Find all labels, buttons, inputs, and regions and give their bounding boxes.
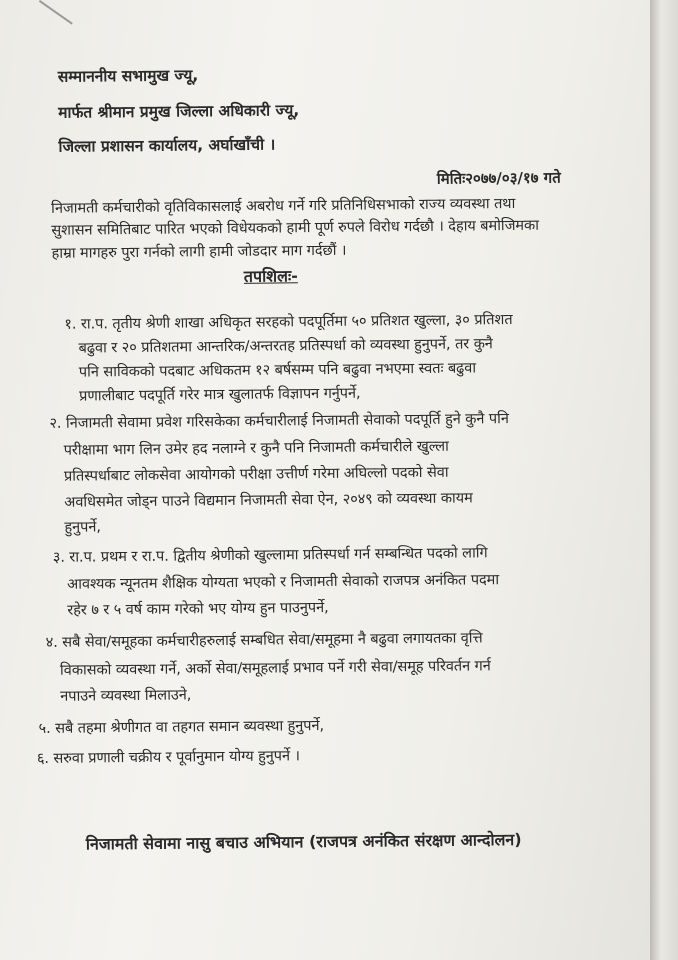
list-heading: तपशिलः- (243, 266, 298, 286)
list-item-1-line-3: पनि साविकको पदबाट अधिकतम १२ बर्षसम्म पनि बढुवा नभएमा स्वतः बढुवा (78, 359, 477, 381)
list-item-1-line-4: प्रणालीबाट पदपूर्ति गरेर मात्र खुलातर्फ विज्ञापन गर्नुपर्ने, (79, 384, 361, 405)
signature-line: निजामती सेवामा नासु बचाउ अभियान (राजपत्र अनंकित संरक्षण आन्दोलन) (85, 829, 522, 854)
intro-line-2: सुशासन समितिबाट पारित भएको विधेयकको हामी पूर्ण रुपले विरोध गर्दछौ । देहाय बमोजिमका (51, 216, 539, 239)
list-item-5: ५. सबै तहमा श्रेणीगत वा तहगत समान ब्यवस्था हुनुपर्ने, (38, 717, 325, 738)
list-item-4-line-1: ४. सबै सेवा/समूहका कर्मचारीहरुलाई सम्बधित सेवा/समूहमा नै बढुवा लगायतका वृत्ति (45, 629, 483, 651)
list-item-3-line-2: आवश्यक न्यूनतम शैक्षिक योग्यता भएको र निजामती सेवाको राजपत्र अनंकित पदमा (66, 571, 500, 593)
list-item-2-line-4: अवधिसमेत जोड्न पाउने विद्यमान निजामती सेवा ऐन, २०४९ को व्यवस्था कायम (64, 489, 473, 511)
adjacent-page-edge (650, 0, 678, 960)
list-item-1-line-1: १. रा.प. तृतीय श्रेणी शाखा अधिकृत सरहको पदपूर्तिमा ५० प्रतिशत खुल्ला, ३० प्रतिशत (64, 311, 513, 333)
list-item-2-line-3: प्रतिस्पर्धाबाट लोकसेवा आयोगको परीक्षा उत्तीर्ण गरेमा अघिल्लो पदको सेवा (63, 463, 449, 485)
list-item-6: ६. सरुवा प्रणाली चक्रीय र पूर्वानुमान योग्य हुनुपर्ने । (36, 747, 300, 768)
list-item-2-line-5: हुनुपर्ने, (64, 518, 101, 536)
list-item-2-line-1: २. निजामती सेवामा प्रवेश गरिसकेका कर्मचारीलाई निजामती सेवाको पदपूर्ति हुने कुनै पनि (49, 410, 509, 432)
intro-line-3: हाम्रा मागहरु पुरा गर्नको लागी हामी जोडदार माग गर्दछौं । (51, 241, 347, 262)
letter-date: मितिः२०७७/०३/१७ गते (436, 168, 561, 188)
list-item-3-line-1: ३. रा.प. प्रथम र रा.प. द्वितीय श्रेणीको खुल्लामा प्रतिस्पर्धा गर्न सम्बन्धित पदको लागि (52, 544, 488, 566)
list-item-1-line-2: बढुवा र २० प्रतिशतमा आन्तरिक/अन्तरतह प्रतिस्पर्धा को व्यवस्था हुनुपर्ने, तर कुनै (78, 335, 493, 357)
address-line-1: सम्माननीय सभामुख ज्यू, (57, 66, 199, 86)
list-item-2-line-2: परीक्षामा भाग लिन उमेर हद नलाग्ने र कुनै पनि निजामती कर्मचारीले खुल्ला (63, 437, 449, 459)
address-line-3: जिल्ला प्रशासन कार्यालय, अर्घाखाँची । (58, 135, 276, 156)
list-item-4-line-2: विकासको व्यवस्था गर्ने, अर्को सेवा/समूहलाई प्रभाव पर्ने गरी सेवा/समूह परिवर्तन गर्न (59, 657, 491, 679)
list-item-3-line-3: रहेर ७ र ५ वर्ष काम गरेको भए योग्य हुन पाउनुपर्ने, (67, 598, 329, 619)
address-line-2: मार्फत श्रीमान प्रमुख जिल्ला अधिकारी ज्यू, (58, 101, 300, 122)
intro-line-1: निजामती कर्मचारीको वृतिविकासलाई अबरोध गर्ने गरि प्रतिनिधिसभाको राज्य व्यवस्था तथा (51, 194, 516, 217)
list-item-4-line-3: नपाउने व्यवस्था मिलाउने, (60, 686, 192, 705)
